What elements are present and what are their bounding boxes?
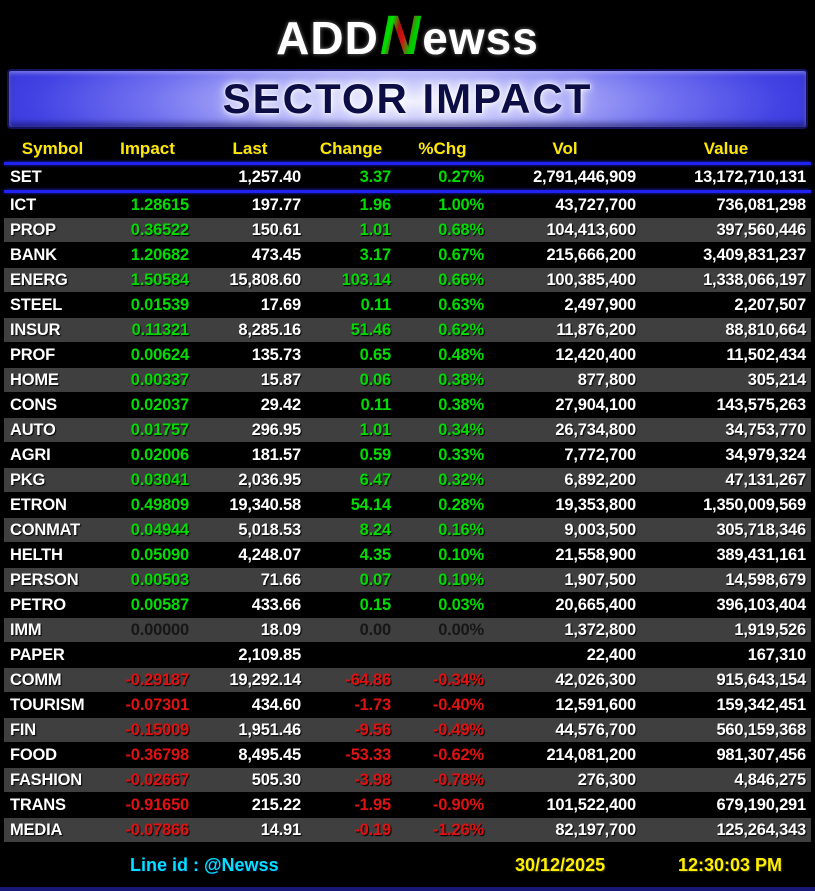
last-cell: 17.69 [260,295,301,314]
impact-cell: 0.02006 [130,445,189,464]
logo-suffix: ewss [422,11,539,64]
symbol-cell: FASHION [10,770,82,789]
pctchg-cell: -0.62% [432,745,484,764]
change-cell: -1.73 [354,695,391,714]
impact-cell: 0.00587 [130,595,189,614]
app-logo-bar [0,0,815,68]
change-cell: 51.46 [350,320,391,339]
last-cell: 71.66 [260,570,301,589]
vol-cell: 20,665,400 [555,595,636,614]
vol-cell: 27,904,100 [555,395,636,414]
sector-impact-banner [7,69,808,129]
set-last: 1,257.40 [238,167,301,186]
table-row [4,193,811,218]
table-row [4,718,811,743]
value-cell: 1,338,066,197 [703,270,806,289]
last-cell: 135.73 [251,345,301,364]
value-cell: 389,431,161 [716,545,806,564]
impact-cell: 0.02037 [130,395,189,414]
impact-cell: -0.29187 [125,670,189,689]
impact-cell: -0.07866 [125,820,189,839]
pctchg-cell: 0.03% [438,595,484,614]
value-cell: 159,342,451 [716,695,806,714]
symbol-cell: AUTO [10,420,56,439]
vol-cell: 877,800 [577,370,636,389]
table-row [4,318,811,343]
impact-cell: -0.15009 [125,720,189,739]
value-cell: 125,264,343 [716,820,806,839]
value-cell: 560,159,368 [716,720,806,739]
change-cell: 6.47 [359,470,391,489]
value-cell: 167,310 [747,645,806,664]
vol-cell: 2,497,900 [564,295,636,314]
vol-cell: 43,727,700 [555,195,636,214]
impact-cell: 0.01539 [130,295,189,314]
last-cell: 19,340.58 [229,495,301,514]
change-cell: -1.95 [354,795,391,814]
table-row [4,818,811,843]
vol-cell: 6,892,200 [564,470,636,489]
last-cell: 215.22 [251,795,301,814]
set-change: 3.37 [359,167,391,186]
impact-cell: 1.50584 [130,270,189,289]
vol-cell: 26,734,800 [555,420,636,439]
line-id-label: Line id : @Newss [130,855,279,875]
value-cell: 396,103,404 [716,595,806,614]
symbol-cell: COMM [10,670,62,689]
table-row [4,343,811,368]
vol-cell: 11,876,200 [556,320,636,339]
table-row [4,668,811,693]
col-header-symbol: Symbol [21,138,84,158]
change-cell: 4.35 [359,545,391,564]
vol-cell: 19,353,800 [555,495,636,514]
vol-cell: 82,197,700 [555,820,636,839]
last-cell: 14.91 [260,820,301,839]
pctchg-cell: 0.10% [438,570,484,589]
col-header-pctchg: %Chg [418,138,467,158]
change-cell: 0.11 [360,395,391,414]
impact-cell: 1.28615 [130,195,189,214]
table-row [4,418,811,443]
pctchg-cell: -0.34% [432,670,484,689]
last-cell: 8,285.16 [238,320,301,339]
value-cell: 88,810,664 [725,320,806,339]
symbol-cell: CONS [10,395,57,414]
last-cell: 150.61 [251,220,301,239]
symbol-cell: PKG [10,470,46,489]
vol-cell: 1,372,800 [564,620,636,639]
vol-cell: 276,300 [577,770,636,789]
symbol-cell: AGRI [10,445,51,464]
pctchg-cell: 0.63% [438,295,484,314]
table-row [4,368,811,393]
change-cell: -0.19 [354,820,391,839]
col-header-impact: Impact [120,138,175,158]
table-row [4,618,811,643]
symbol-cell: TOURISM [10,695,85,714]
impact-cell: 0.04944 [130,520,189,539]
table-row [4,293,811,318]
table-row [4,593,811,618]
vol-cell: 9,003,500 [564,520,636,539]
vol-cell: 42,026,300 [555,670,636,689]
change-cell: 0.15 [359,595,391,614]
change-cell: 0.00 [359,620,391,639]
change-cell: -53.33 [345,745,391,764]
impact-cell: 1.20682 [130,245,189,264]
last-cell: 29.42 [260,395,301,414]
impact-cell: 0.36522 [130,220,189,239]
symbol-cell: CONMAT [10,520,80,539]
pctchg-cell: 0.10% [438,545,484,564]
table-row [4,643,811,668]
change-cell: 1.01 [359,220,391,239]
table-row [4,493,811,518]
footer-bar [0,843,815,891]
last-cell: 1,951.46 [238,720,301,739]
impact-cell: 0.01757 [130,420,189,439]
change-cell: 0.11 [360,295,391,314]
impact-cell: 0.03041 [130,470,189,489]
pctchg-cell: 0.34% [438,420,484,439]
symbol-cell: FIN [10,720,36,739]
change-cell: 1.01 [359,420,391,439]
change-cell: -64.86 [345,670,391,689]
impact-cell: -0.36798 [125,745,189,764]
symbol-cell: BANK [10,245,57,264]
value-cell: 679,190,291 [716,795,806,814]
last-cell: 5,018.53 [238,520,301,539]
last-cell: 19,292.14 [229,670,301,689]
vol-cell: 22,400 [586,645,636,664]
value-cell: 11,502,434 [726,345,806,364]
symbol-cell: STEEL [10,295,63,314]
table-row [4,793,811,818]
pctchg-cell: -0.78% [432,770,484,789]
change-cell: 0.07 [359,570,391,589]
last-cell: 18.09 [260,620,301,639]
pctchg-cell: 0.33% [438,445,484,464]
table-row [4,693,811,718]
vol-cell: 100,385,400 [546,270,636,289]
impact-cell: -0.91650 [125,795,189,814]
pctchg-cell: 1.00% [438,195,484,214]
value-cell: 143,575,263 [716,395,806,414]
set-value: 13,172,710,131 [694,167,806,186]
symbol-cell: PROF [10,345,56,364]
last-cell: 433.66 [251,595,301,614]
symbol-cell: PROP [10,220,56,239]
table-row [4,218,811,243]
footer-date: 30/12/2025 [515,855,606,875]
sector-table [4,135,811,843]
value-cell: 14,598,679 [725,570,806,589]
vol-cell: 214,081,200 [546,745,636,764]
vol-cell: 101,522,400 [546,795,636,814]
last-cell: 434.60 [251,695,301,714]
symbol-cell: HOME [10,370,59,389]
symbol-cell: ENERG [10,270,68,289]
vol-cell: 21,558,900 [555,545,636,564]
pctchg-cell: 0.62% [438,320,484,339]
value-cell: 34,979,324 [725,445,806,464]
symbol-cell: TRANS [10,795,66,814]
value-cell: 397,560,446 [716,220,806,239]
table-row [4,393,811,418]
table-row [4,468,811,493]
value-cell: 1,350,009,569 [703,495,806,514]
value-cell: 3,409,831,237 [703,245,806,264]
vol-cell: 1,907,500 [564,570,636,589]
impact-cell: 0.00624 [130,345,189,364]
pctchg-cell: 0.28% [438,495,484,514]
symbol-cell: IMM [10,620,42,639]
change-cell: 54.14 [350,495,391,514]
table-row [4,243,811,268]
pctchg-cell: 0.66% [438,270,484,289]
value-cell: 915,643,154 [716,670,806,689]
value-cell: 34,753,770 [725,420,806,439]
impact-cell: 0.00503 [130,570,189,589]
value-cell: 47,131,267 [725,470,806,489]
impact-cell: -0.02667 [125,770,189,789]
last-cell: 4,248.07 [238,545,301,564]
symbol-cell: PAPER [10,645,65,664]
set-index-row [4,165,811,190]
symbol-cell: PERSON [10,570,79,589]
set-vol: 2,791,446,909 [533,167,636,186]
vol-cell: 215,666,200 [546,245,636,264]
footer-time: 12:30:03 PM [678,855,783,875]
value-cell: 2,207,507 [734,295,806,314]
vol-cell: 104,413,600 [546,220,636,239]
col-header-last: Last [232,138,268,158]
table-row [4,268,811,293]
change-cell: 0.65 [359,345,391,364]
col-header-change: Change [319,138,383,158]
change-cell: 0.06 [359,370,391,389]
pctchg-cell: 0.16% [438,520,484,539]
last-cell: 2,109.85 [238,645,301,664]
table-row [4,443,811,468]
vol-cell: 12,420,400 [555,345,636,364]
change-cell: 0.59 [359,445,391,464]
impact-cell: 0.00337 [130,370,189,389]
symbol-cell: MEDIA [10,820,63,839]
table-row [4,743,811,768]
last-cell: 505.30 [251,770,301,789]
vol-cell: 44,576,700 [555,720,636,739]
value-cell: 1,919,526 [734,620,806,639]
value-cell: 305,718,346 [716,520,806,539]
table-row [4,568,811,593]
pctchg-cell: -1.26% [432,820,484,839]
logo-prefix: ADD [276,11,379,64]
change-cell: 3.17 [359,245,391,264]
pctchg-cell: 0.68% [438,220,484,239]
bottom-accent-line [0,887,815,891]
sector-rows [4,193,811,843]
last-cell: 473.45 [251,245,301,264]
last-cell: 197.77 [251,195,301,214]
vol-cell: 7,772,700 [564,445,636,464]
change-cell: -3.98 [354,770,391,789]
value-cell: 736,081,298 [716,195,806,214]
change-cell: 8.24 [359,520,391,539]
pctchg-cell: -0.90% [432,795,484,814]
pctchg-cell: 0.32% [438,470,484,489]
pctchg-cell: -0.49% [432,720,484,739]
table-row [4,543,811,568]
last-cell: 15,808.60 [229,270,301,289]
table-row [4,768,811,793]
page-title: SECTOR IMPACT [222,75,593,122]
last-cell: 15.87 [260,370,301,389]
change-cell: -9.56 [354,720,391,739]
last-cell: 2,036.95 [238,470,301,489]
set-symbol: SET [10,167,42,186]
col-header-vol: Vol [552,138,578,158]
impact-cell: 0.00000 [130,620,189,639]
logo-accent-n: N [379,2,422,66]
symbol-cell: ETRON [10,495,67,514]
last-cell: 8,495.45 [238,745,301,764]
pctchg-cell: -0.40% [432,695,484,714]
impact-cell: 0.49809 [130,495,189,514]
impact-cell: 0.05090 [130,545,189,564]
addnewss-logo [276,2,539,67]
value-cell: 4,846,275 [734,770,806,789]
pctchg-cell: 0.38% [438,395,484,414]
set-pctchg: 0.27% [438,167,484,186]
table-row [4,518,811,543]
pctchg-cell: 0.38% [438,370,484,389]
change-cell: 103.14 [341,270,391,289]
symbol-cell: PETRO [10,595,66,614]
table-header-row [4,135,811,162]
col-header-value: Value [703,138,749,158]
value-cell: 981,307,456 [716,745,806,764]
impact-cell: -0.07301 [125,695,189,714]
symbol-cell: FOOD [10,745,57,764]
pctchg-cell: 0.48% [438,345,484,364]
pctchg-cell: 0.00% [438,620,484,639]
value-cell: 305,214 [747,370,806,389]
vol-cell: 12,591,600 [555,695,636,714]
symbol-cell: ICT [10,195,36,214]
impact-cell: 0.11321 [131,320,189,339]
symbol-cell: INSUR [10,320,61,339]
change-cell: 1.96 [359,195,391,214]
pctchg-cell: 0.67% [438,245,484,264]
symbol-cell: HELTH [10,545,63,564]
last-cell: 181.57 [251,445,301,464]
last-cell: 296.95 [251,420,301,439]
